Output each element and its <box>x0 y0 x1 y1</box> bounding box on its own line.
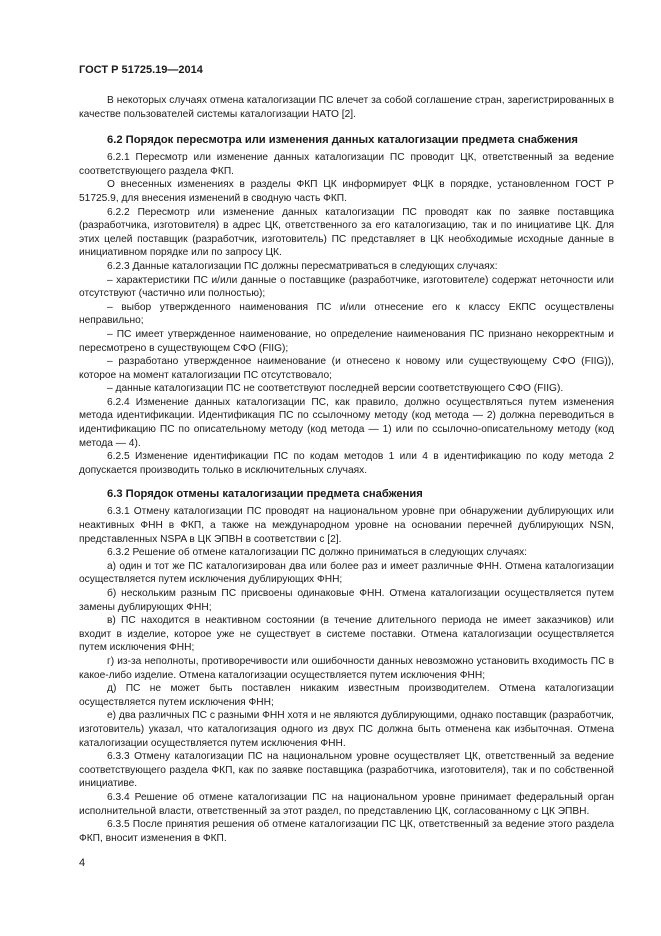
document-header: ГОСТ Р 51725.19—2014 <box>79 64 203 76</box>
section-6-2-heading: 6.2 Порядок пересмотра или изменения данных каталогизации предмета снабжения <box>107 134 578 147</box>
paragraph: 6.2.4 Изменение данных каталогизации ПС, как правило, должно осуществляться путем изменения метода идентификации. Идентификация ПС по ссылочному методу (код метода — 2) должна переводиться в идентификацию ПС по описательному методу (код метода — 1) или по ссылочно-описательному методу (код метода — 4). <box>79 396 614 449</box>
paragraph: 6.2.3 Данные каталогизации ПС должны пересматриваться в следующих случаях: <box>107 260 498 272</box>
paragraph: 6.3.4 Решение об отмене каталогизации ПС на национальном уровне принимает федеральный орган исполнительной власти, ответственный за этот раздел, по представлению ЦК, согласованному с ЦК ЭПВН. <box>79 791 614 817</box>
paragraph: О внесенных изменениях в разделы ФКП ЦК информирует ФЦК в порядке, установленном ГОСТ Р 51725.9, для внесения изменений в сводную часть ФКП. <box>79 179 614 204</box>
list-item: г) из-за неполноты, противоречивости или ошибочности данных невозможно установить входимость ПС в какое-либо изделие. Отмена каталогизации осуществляется путем исключения ФНН; <box>79 655 614 681</box>
list-item: – характеристики ПС и/или данные о поставщике (разработчике, изготовителе) содержат неточности или отсутствуют (частично или полностью); <box>79 274 614 300</box>
list-item: – данные каталогизации ПС не соответствуют последней версии соответствующего СФО (FIIG). <box>107 383 564 395</box>
paragraph: 6.3.5 После принятия решения об отмене каталогизации ПС ЦК, ответственный за ведение этого раздела ФКП, вносит изменения в ФКП. <box>79 819 614 844</box>
list-item: – ПС имеет утвержденное наименование, но определение наименования ПС признано некорректным и пересмотрено в существующем СФО (FIIG); <box>79 328 614 354</box>
list-item: – выбор утвержденного наименования ПС и/или отнесение его к классу ЕКПС осуществлены неправильно; <box>79 301 614 327</box>
page-number: 4 <box>79 857 86 869</box>
section-6-3-body <box>79 505 614 845</box>
list-item: в) ПС находится в неактивном состоянии (в течение длительного периода не имеет заказчиков) или входит в изделие, которое уже не существует в системе поставки. Отмена каталогизации осуществляется путем исключения ФНН; <box>79 615 614 654</box>
list-item: – разработано утвержденное наименование (и отнесено к новому или существующему СФО (FIIG)), которое на момент каталогизации ПС отсутствовало; <box>79 356 614 381</box>
list-item: б) нескольким разным ПС присвоены одинаковые ФНН. Отмена каталогизации осуществляется путем замены дублирующих ФНН; <box>79 588 614 613</box>
list-item: е) два различных ПС с разными ФНН хотя и не являются дублирующими, однако поставщик (разработчик, изготовитель) указал, что каталогизация одного из двух ПС должна быть отменена как избыточная. Отмена каталогизации осуществляется путем исключения ФНН. <box>79 710 614 749</box>
list-item: а) один и тот же ПС каталогизирован два или более раз и имеет различные ФНН. Отмена каталогизации осуществляется путем исключения дублирующих ФНН; <box>79 560 614 586</box>
paragraph: 6.2.1 Пересмотр или изменение данных каталогизации ПС проводит ЦК, ответственный за ведение соответствующего раздела ФКП. <box>79 152 614 177</box>
section-6-2-body <box>79 151 614 477</box>
paragraph: 6.2.2 Пересмотр или изменение данных каталогизации ПС проводят как по заявке поставщика (разработчика, изготовителя) в адрес ЦК, ответственного за его каталогизацию, так и по инициативе ЦК. Для этих целей поставщик (разработчик, изготовитель) ПС представляет в ЦК необходимые исходные данные в инициативном порядке или по запросу ЦК. <box>79 206 614 259</box>
list-item: д) ПС не может быть поставлен никаким известным производителем. Отмена каталогизации осуществляется путем исключения ФНН; <box>79 683 614 708</box>
paragraph: 6.3.2 Решение об отмене каталогизации ПС должно приниматься в следующих случаях: <box>107 547 528 559</box>
intro-paragraph: В некоторых случаях отмена каталогизации ПС влечет за собой соглашение стран, зарегистрированных в качестве пользователей системы каталогизации НАТО [2]. <box>79 95 614 120</box>
document-body <box>79 94 614 845</box>
section-6-3-heading: 6.3 Порядок отмены каталогизации предмета снабжения <box>107 488 423 501</box>
paragraph: 6.3.1 Отмену каталогизации ПС проводят на национальном уровне при обнаружении дублирующих или неактивных ФНН в ФКП, а также на международном уровне на основании перечней дублирующих NSN, представленных NSPA в ЦК ЭПВН в соответствии с [2]. <box>79 506 614 545</box>
paragraph: 6.2.5 Изменение идентификации ПС по кодам методов 1 или 4 в идентификацию по коду метода 2 допускается производить только в исключительных случаях. <box>79 451 614 476</box>
paragraph: 6.3.3 Отмену каталогизации ПС на национальном уровне осуществляет ЦК, ответственный за ведение соответствующего раздела ФКП, как по заявке поставщика (разработчика, изготовителя), так и по собственной инициативе. <box>79 751 614 790</box>
